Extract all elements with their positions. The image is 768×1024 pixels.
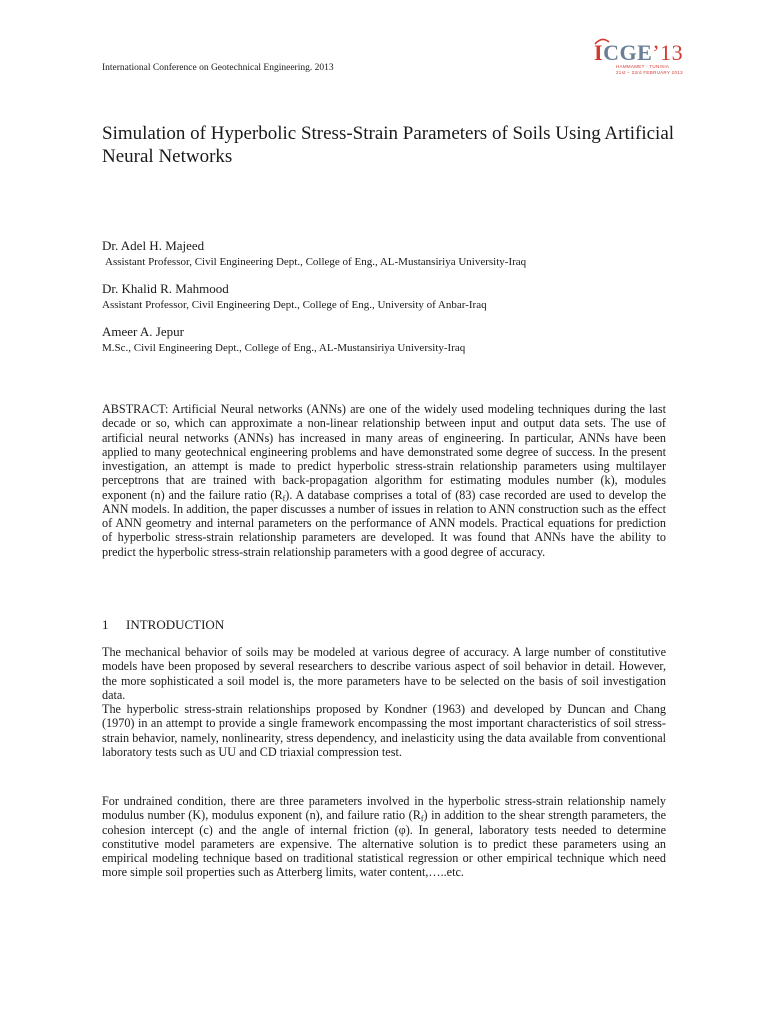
author-name: Dr. Khalid R. Mahmood [102, 281, 229, 296]
logo-cge: CGE [603, 40, 653, 65]
section-heading [102, 617, 224, 633]
logo-location: HAMMAMET · TUNISIA [616, 64, 670, 69]
logo-wordmark [594, 40, 683, 66]
conference-header: International Conference on Geotechnical Engineering. 2013 [102, 63, 334, 73]
section-number: 1 [102, 617, 109, 632]
author-block [102, 238, 526, 269]
section-title: INTRODUCTION [126, 617, 225, 632]
author-affiliation: M.Sc., Civil Engineering Dept., College of Eng., AL-Mustansiriya University-Iraq [102, 342, 466, 354]
intro-paragraph-1: The mechanical behavior of soils may be modeled at various degree of accuracy. A large number of constitutive models have been proposed by several researchers to describe various aspect of soil behavior in detail. However, the more sophisticated a soil model is, the more parameters have to be selected on the basis of soil investigation data. [102, 645, 666, 702]
author-block [102, 281, 487, 312]
intro-paragraph-3 [102, 794, 666, 880]
author-block [102, 324, 465, 355]
logo-i: I [594, 40, 604, 65]
abstract-text: ABSTRACT: Artificial Neural networks (ANNs) are one of the widely used modeling techniques during the last decade or so, which can approximate a non-linear relationship between input and output data sets. The use of artificial neural networks (ANNs) has increased in many areas of engineering. In particular, ANNs have been applied to many geotechnical engineering problems and have demonstrated some degree of success. In the present investigation, an attempt is made to predict hyperbolic stress-strain relationship parameters using multilayer perceptrons that are trained with back-propagation algorithm for estimating modules number (k), modules exponent (n) and the failure ratio (R [102, 402, 666, 502]
intro3-text: For undrained condition, there are three parameters involved in the hyperbolic stress-strain relationship namely modulus number (K), modulus exponent (n), and failure ratio (R [102, 794, 666, 823]
logo-year: ’13 [652, 40, 684, 65]
abstract-text-cont: ). A database comprises a total of (83) case recorded are used to develop the ANN models. In addition, the paper discusses a number of issues in relation to ANN construction such as the effect of ANN geometry and internal parameters on the performance of ANN models. Practical equations for prediction of hyperbolic stress-strain relationship parameters are developed. It was found that ANNs have the ability to predict the hyperbolic stress-strain relationship parameters with a good degree of accuracy. [102, 487, 666, 559]
paper-title: Simulation of Hyperbolic Stress-Strain Parameters of Soils Using Artificial Neural Networks [102, 123, 675, 167]
intro-paragraph-2: The hyperbolic stress-strain relationships proposed by Kondner (1963) and developed by Duncan and Chang (1970) in an attempt to provide a single framework encompassing the most important characteristics of soil stress-strain behavior, namely, nonlinearity, stress dependency, and inelasticity using the data available from conventional laboratory tests such as UU and CD triaxial compression test. [102, 702, 666, 759]
author-affiliation: Assistant Professor, Civil Engineering Dept., College of Eng., AL-Mustansiriya University-Iraq [105, 256, 527, 268]
abstract [102, 402, 666, 559]
author-name: Ameer A. Jepur [102, 324, 184, 339]
icge-logo [594, 40, 714, 76]
intro3-text-cont: ) in addition to the shear strength parameters, the cohesion intercept (c) and the angle of internal friction (φ). In general, laboratory tests needed to determine constitutive model parameters are expensive. The alternative solution is to predict these parameters using an empirical modeling technique based on traditional statistical regression or other empirical technique which need more simple soil properties such as Atterberg limits, water content,…..etc. [102, 808, 666, 880]
subscript-f: f [282, 493, 286, 503]
author-name: Dr. Adel H. Majeed [102, 238, 205, 253]
subscript-f: f [420, 814, 424, 824]
logo-dates: 21st – 23rd FEBRUARY 2013 [616, 70, 683, 75]
author-affiliation: Assistant Professor, Civil Engineering Dept., College of Eng., University of Anbar-Iraq [102, 299, 487, 311]
